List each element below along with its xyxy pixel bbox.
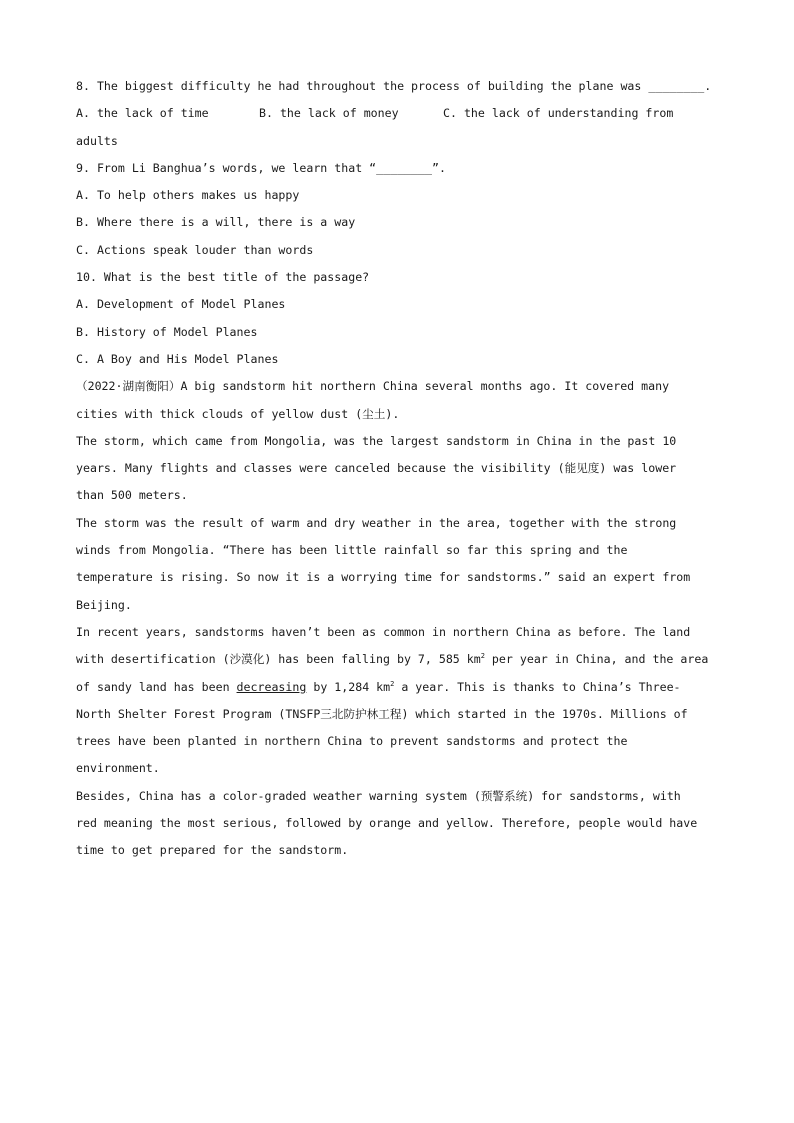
q8-option-a: A. the lack of time (76, 106, 209, 121)
passage-line: temperature is rising. So now it is a worrying time for sandstorms.” said an expert from (76, 570, 691, 585)
q9-option-c: C. Actions speak louder than words (76, 242, 314, 257)
text-run: a year. This is thanks to China’s Three- (394, 679, 681, 694)
passage-line: trees have been planted in northern China to prevent sandstorms and protect the (76, 734, 628, 749)
superscript: 2 (390, 679, 395, 688)
passage-line: time to get prepared for the sandstorm. (76, 843, 349, 858)
passage-line: North Shelter Forest Program (TNSFP三北防护林工程) which started in the 1970s. Millions of (76, 706, 688, 721)
passage-line: than 500 meters. (76, 488, 188, 503)
passage-line: Beijing. (76, 597, 132, 612)
q10-option-a: A. Development of Model Planes (76, 297, 286, 312)
q8-option-b: B. the lack of money (259, 106, 399, 121)
text-run: per year in China, and the area (484, 652, 709, 667)
passage-line: （2022·湖南衡阳）A big sandstorm hit northern China several months ago. It covered many (76, 379, 670, 394)
passage-line: The storm, which came from Mongolia, was the largest sandstorm in China in the past 10 (76, 433, 677, 448)
q10-option-c: C. A Boy and His Model Planes (76, 351, 279, 366)
document-page (76, 73, 736, 865)
passage-line: environment. (76, 761, 160, 776)
q9-option-b: B. Where there is a will, there is a way (76, 215, 356, 230)
passage-line (76, 646, 736, 673)
text-run: of sandy land has been (76, 679, 237, 694)
question-8-stem: 8. The biggest difficulty he had throughout the process of building the plane was ________. (76, 79, 712, 93)
reading-passage (76, 373, 736, 864)
q8-option-c-continued: adults (76, 133, 118, 148)
question-8-options (76, 100, 736, 127)
q8-option-c: C. the lack of understanding from (443, 106, 674, 121)
passage-line: In recent years, sandstorms haven’t been as common in northern China as before. The land (76, 624, 691, 639)
passage-line (76, 674, 736, 701)
text-run: by 1,284 km (306, 679, 391, 694)
superscript: 2 (480, 652, 485, 661)
text-run: with desertification (沙漠化) has been falling by 7, 585 km (76, 652, 481, 667)
passage-line: cities with thick clouds of yellow dust (尘土). (76, 406, 400, 421)
q9-option-a: A. To help others makes us happy (76, 188, 300, 203)
passage-line: The storm was the result of warm and dry weather in the area, together with the strong (76, 515, 677, 530)
passage-line: Besides, China has a color-graded weather warning system (预警系统) for sandstorms, with (76, 788, 681, 803)
passage-line: years. Many flights and classes were canceled because the visibility (能见度) was lower (76, 461, 677, 476)
question-9-stem: 9. From Li Banghua’s words, we learn that “________”. (76, 160, 446, 175)
passage-line: winds from Mongolia. “There has been little rainfall so far this spring and the (76, 543, 628, 558)
underlined-word: decreasing (236, 679, 307, 694)
passage-line: red meaning the most serious, followed by orange and yellow. Therefore, people would have (76, 816, 698, 831)
question-10-stem: 10. What is the best title of the passage? (76, 270, 370, 285)
q10-option-b: B. History of Model Planes (76, 324, 258, 339)
